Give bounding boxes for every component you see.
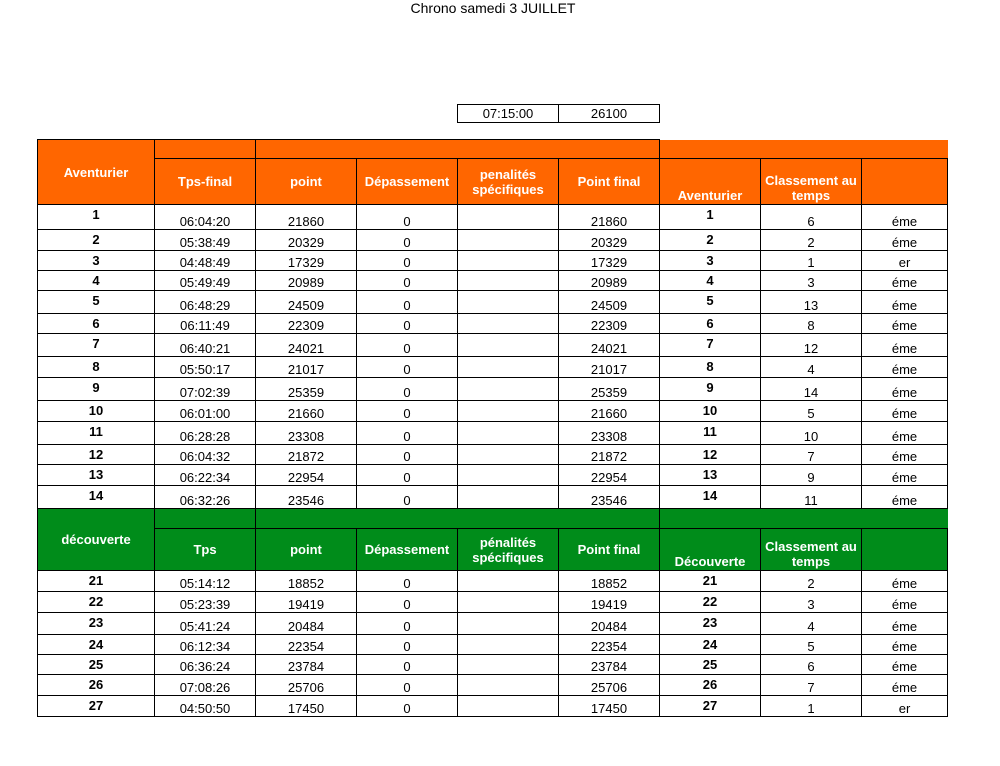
aventurier-rows	[38, 205, 948, 509]
rank-suffix: éme	[862, 271, 948, 291]
penalites-cell	[458, 205, 559, 230]
rank-cell: 6	[761, 655, 862, 675]
depassement-cell: 0	[357, 401, 458, 422]
rank-cell: 1	[761, 251, 862, 271]
point-final-cell: 23308	[559, 422, 660, 445]
rank-cell: 4	[761, 357, 862, 378]
header-tps: Tps	[155, 529, 256, 571]
team-number: 9	[38, 378, 155, 401]
team-number: 7	[38, 334, 155, 357]
depassement-cell: 0	[357, 271, 458, 291]
rank-cell: 1	[761, 696, 862, 717]
time-cell: 05:49:49	[155, 271, 256, 291]
table-row	[38, 401, 948, 422]
header-point-final: Point final	[559, 159, 660, 205]
rank-cell: 3	[761, 592, 862, 613]
rank-cell: 11	[761, 486, 862, 509]
time-cell: 06:04:32	[155, 445, 256, 465]
team-number-repeat: 3	[660, 251, 761, 271]
team-number-repeat: 25	[660, 655, 761, 675]
table-row	[38, 571, 948, 592]
table-row	[38, 357, 948, 378]
depassement-cell: 0	[357, 571, 458, 592]
point-cell: 21872	[256, 445, 357, 465]
table-row	[38, 334, 948, 357]
time-cell: 05:41:24	[155, 613, 256, 635]
team-number: 23	[38, 613, 155, 635]
table-row	[38, 635, 948, 655]
depassement-cell: 0	[357, 445, 458, 465]
rank-suffix: éme	[862, 445, 948, 465]
rank-cell: 9	[761, 465, 862, 486]
depassement-cell: 0	[357, 592, 458, 613]
team-number: 12	[38, 445, 155, 465]
penalites-cell	[458, 251, 559, 271]
point-cell: 21660	[256, 401, 357, 422]
time-cell: 06:48:29	[155, 291, 256, 314]
team-number-repeat: 7	[660, 334, 761, 357]
results-table	[37, 139, 948, 717]
team-number: 21	[38, 571, 155, 592]
point-final-cell: 17329	[559, 251, 660, 271]
team-number-repeat: 12	[660, 445, 761, 465]
decouverte-section	[38, 509, 948, 571]
rank-suffix: éme	[862, 592, 948, 613]
decouverte-category-label: découverte	[38, 509, 155, 571]
penalites-cell	[458, 422, 559, 445]
depassement-cell: 0	[357, 696, 458, 717]
point-final-cell: 20989	[559, 271, 660, 291]
point-cell: 23784	[256, 655, 357, 675]
team-number-repeat: 13	[660, 465, 761, 486]
header-decouverte: Découverte	[660, 529, 761, 571]
rank-suffix: éme	[862, 205, 948, 230]
rank-suffix: éme	[862, 334, 948, 357]
depassement-cell: 0	[357, 314, 458, 334]
team-number: 22	[38, 592, 155, 613]
decouverte-rows	[38, 571, 948, 717]
rank-suffix: éme	[862, 613, 948, 635]
point-cell: 19419	[256, 592, 357, 613]
depassement-cell: 0	[357, 230, 458, 251]
table-row	[38, 696, 948, 717]
time-cell: 06:11:49	[155, 314, 256, 334]
table-row	[38, 655, 948, 675]
point-cell: 24021	[256, 334, 357, 357]
point-cell: 21017	[256, 357, 357, 378]
rank-cell: 5	[761, 401, 862, 422]
rank-suffix: éme	[862, 378, 948, 401]
rank-cell: 6	[761, 205, 862, 230]
team-number: 26	[38, 675, 155, 696]
time-cell: 06:22:34	[155, 465, 256, 486]
aventurier-header-row	[38, 159, 948, 205]
point-cell: 22954	[256, 465, 357, 486]
header-point: point	[256, 159, 357, 205]
time-cell: 06:28:28	[155, 422, 256, 445]
penalites-cell	[458, 613, 559, 635]
table-row	[38, 675, 948, 696]
depassement-cell: 0	[357, 675, 458, 696]
team-number: 8	[38, 357, 155, 378]
team-number-repeat: 9	[660, 378, 761, 401]
point-final-cell: 22954	[559, 465, 660, 486]
penalites-cell	[458, 465, 559, 486]
depassement-cell: 0	[357, 465, 458, 486]
table-row	[38, 445, 948, 465]
rank-cell: 10	[761, 422, 862, 445]
penalites-cell	[458, 655, 559, 675]
team-number-repeat: 27	[660, 696, 761, 717]
point-final-cell: 25359	[559, 378, 660, 401]
penalites-cell	[458, 445, 559, 465]
time-cell: 04:50:50	[155, 696, 256, 717]
rank-cell: 8	[761, 314, 862, 334]
penalites-cell	[458, 334, 559, 357]
team-number: 24	[38, 635, 155, 655]
point-cell: 24509	[256, 291, 357, 314]
rank-suffix: éme	[862, 401, 948, 422]
rank-cell: 2	[761, 571, 862, 592]
point-final-cell: 21872	[559, 445, 660, 465]
point-cell: 20329	[256, 230, 357, 251]
rank-cell: 13	[761, 291, 862, 314]
penalites-cell	[458, 271, 559, 291]
penalites-cell	[458, 486, 559, 509]
rank-cell: 7	[761, 675, 862, 696]
time-cell: 06:12:34	[155, 635, 256, 655]
rank-cell: 7	[761, 445, 862, 465]
header-point: point	[256, 529, 357, 571]
depassement-cell: 0	[357, 334, 458, 357]
penalites-cell	[458, 635, 559, 655]
team-number: 11	[38, 422, 155, 445]
penalites-cell	[458, 696, 559, 717]
team-number: 5	[38, 291, 155, 314]
header-depassement: Dépassement	[357, 159, 458, 205]
depassement-cell: 0	[357, 378, 458, 401]
penalites-cell	[458, 378, 559, 401]
time-cell: 06:01:00	[155, 401, 256, 422]
point-final-cell: 19419	[559, 592, 660, 613]
rank-suffix: éme	[862, 675, 948, 696]
time-cell: 06:04:20	[155, 205, 256, 230]
time-cell: 07:02:39	[155, 378, 256, 401]
rank-cell: 4	[761, 613, 862, 635]
team-number-repeat: 23	[660, 613, 761, 635]
point-final-cell: 22309	[559, 314, 660, 334]
time-cell: 06:40:21	[155, 334, 256, 357]
rank-suffix: er	[862, 251, 948, 271]
sheet-title: Chrono samedi 3 JUILLET	[410, 0, 576, 16]
header-penalites: pénalités spécifiques	[458, 529, 559, 571]
team-number-repeat: 2	[660, 230, 761, 251]
point-cell: 23308	[256, 422, 357, 445]
point-final-cell: 18852	[559, 571, 660, 592]
header-penalites: penalités spécifiques	[458, 159, 559, 205]
penalites-cell	[458, 592, 559, 613]
table-row	[38, 592, 948, 613]
reference-box	[457, 104, 660, 123]
rank-suffix: éme	[862, 422, 948, 445]
time-cell: 07:08:26	[155, 675, 256, 696]
table-row	[38, 613, 948, 635]
header-depassement: Dépassement	[357, 529, 458, 571]
aventurier-section	[38, 140, 948, 205]
depassement-cell: 0	[357, 422, 458, 445]
rank-suffix: éme	[862, 635, 948, 655]
penalites-cell	[458, 230, 559, 251]
point-final-cell: 23546	[559, 486, 660, 509]
rank-suffix: éme	[862, 486, 948, 509]
header-aventurier: Aventurier	[660, 159, 761, 205]
rank-cell: 5	[761, 635, 862, 655]
point-final-cell: 24021	[559, 334, 660, 357]
team-number-repeat: 26	[660, 675, 761, 696]
team-number: 3	[38, 251, 155, 271]
team-number-repeat: 6	[660, 314, 761, 334]
team-number: 14	[38, 486, 155, 509]
depassement-cell: 0	[357, 251, 458, 271]
rank-suffix: éme	[862, 291, 948, 314]
table-row	[38, 251, 948, 271]
team-number: 10	[38, 401, 155, 422]
depassement-cell: 0	[357, 486, 458, 509]
point-final-cell: 20329	[559, 230, 660, 251]
point-cell: 20989	[256, 271, 357, 291]
reference-time: 07:15:00	[458, 105, 559, 123]
decouverte-header-strip	[38, 509, 948, 529]
depassement-cell: 0	[357, 357, 458, 378]
point-final-cell: 21017	[559, 357, 660, 378]
table-row	[38, 314, 948, 334]
aventurier-header-strip	[38, 140, 948, 159]
team-number-repeat: 24	[660, 635, 761, 655]
rank-suffix: éme	[862, 465, 948, 486]
point-final-cell: 25706	[559, 675, 660, 696]
team-number: 4	[38, 271, 155, 291]
point-final-cell: 17450	[559, 696, 660, 717]
point-final-cell: 21860	[559, 205, 660, 230]
rank-suffix: er	[862, 696, 948, 717]
time-cell: 05:23:39	[155, 592, 256, 613]
table-row	[38, 271, 948, 291]
penalites-cell	[458, 291, 559, 314]
point-final-cell: 20484	[559, 613, 660, 635]
team-number-repeat: 14	[660, 486, 761, 509]
team-number: 25	[38, 655, 155, 675]
penalites-cell	[458, 675, 559, 696]
team-number: 6	[38, 314, 155, 334]
header-classement: Classement au temps	[761, 159, 862, 205]
point-cell: 21860	[256, 205, 357, 230]
penalites-cell	[458, 571, 559, 592]
rank-cell: 12	[761, 334, 862, 357]
time-cell: 06:36:24	[155, 655, 256, 675]
team-number-repeat: 21	[660, 571, 761, 592]
table-row	[38, 205, 948, 230]
header-point-final: Point final	[559, 529, 660, 571]
rank-suffix: éme	[862, 230, 948, 251]
time-cell: 05:38:49	[155, 230, 256, 251]
depassement-cell: 0	[357, 613, 458, 635]
depassement-cell: 0	[357, 205, 458, 230]
team-number-repeat: 11	[660, 422, 761, 445]
rank-cell: 3	[761, 271, 862, 291]
depassement-cell: 0	[357, 655, 458, 675]
rank-suffix: éme	[862, 314, 948, 334]
point-final-cell: 24509	[559, 291, 660, 314]
table-row	[38, 465, 948, 486]
team-number-repeat: 22	[660, 592, 761, 613]
time-cell: 05:50:17	[155, 357, 256, 378]
time-cell: 06:32:26	[155, 486, 256, 509]
point-cell: 17329	[256, 251, 357, 271]
point-final-cell: 23784	[559, 655, 660, 675]
team-number: 27	[38, 696, 155, 717]
team-number-repeat: 4	[660, 271, 761, 291]
point-cell: 17450	[256, 696, 357, 717]
rank-cell: 14	[761, 378, 862, 401]
reference-points: 26100	[559, 105, 660, 123]
point-cell: 22309	[256, 314, 357, 334]
table-row	[38, 422, 948, 445]
rank-suffix: éme	[862, 571, 948, 592]
depassement-cell: 0	[357, 635, 458, 655]
point-cell: 25706	[256, 675, 357, 696]
team-number: 13	[38, 465, 155, 486]
point-cell: 20484	[256, 613, 357, 635]
aventurier-category-label: Aventurier	[38, 140, 155, 205]
rank-suffix: éme	[862, 357, 948, 378]
time-cell: 05:14:12	[155, 571, 256, 592]
team-number-repeat: 8	[660, 357, 761, 378]
penalites-cell	[458, 357, 559, 378]
point-cell: 18852	[256, 571, 357, 592]
team-number: 2	[38, 230, 155, 251]
header-tps-final: Tps-final	[155, 159, 256, 205]
penalites-cell	[458, 401, 559, 422]
time-cell: 04:48:49	[155, 251, 256, 271]
rank-cell: 2	[761, 230, 862, 251]
point-final-cell: 21660	[559, 401, 660, 422]
point-final-cell: 22354	[559, 635, 660, 655]
rank-suffix: éme	[862, 655, 948, 675]
table-row	[38, 291, 948, 314]
point-cell: 23546	[256, 486, 357, 509]
table-row	[38, 378, 948, 401]
depassement-cell: 0	[357, 291, 458, 314]
team-number: 1	[38, 205, 155, 230]
team-number-repeat: 1	[660, 205, 761, 230]
header-classement: Classement au temps	[761, 529, 862, 571]
penalites-cell	[458, 314, 559, 334]
table-row	[38, 486, 948, 509]
point-cell: 25359	[256, 378, 357, 401]
point-cell: 22354	[256, 635, 357, 655]
team-number-repeat: 10	[660, 401, 761, 422]
team-number-repeat: 5	[660, 291, 761, 314]
decouverte-header-row	[38, 529, 948, 571]
table-row	[38, 230, 948, 251]
